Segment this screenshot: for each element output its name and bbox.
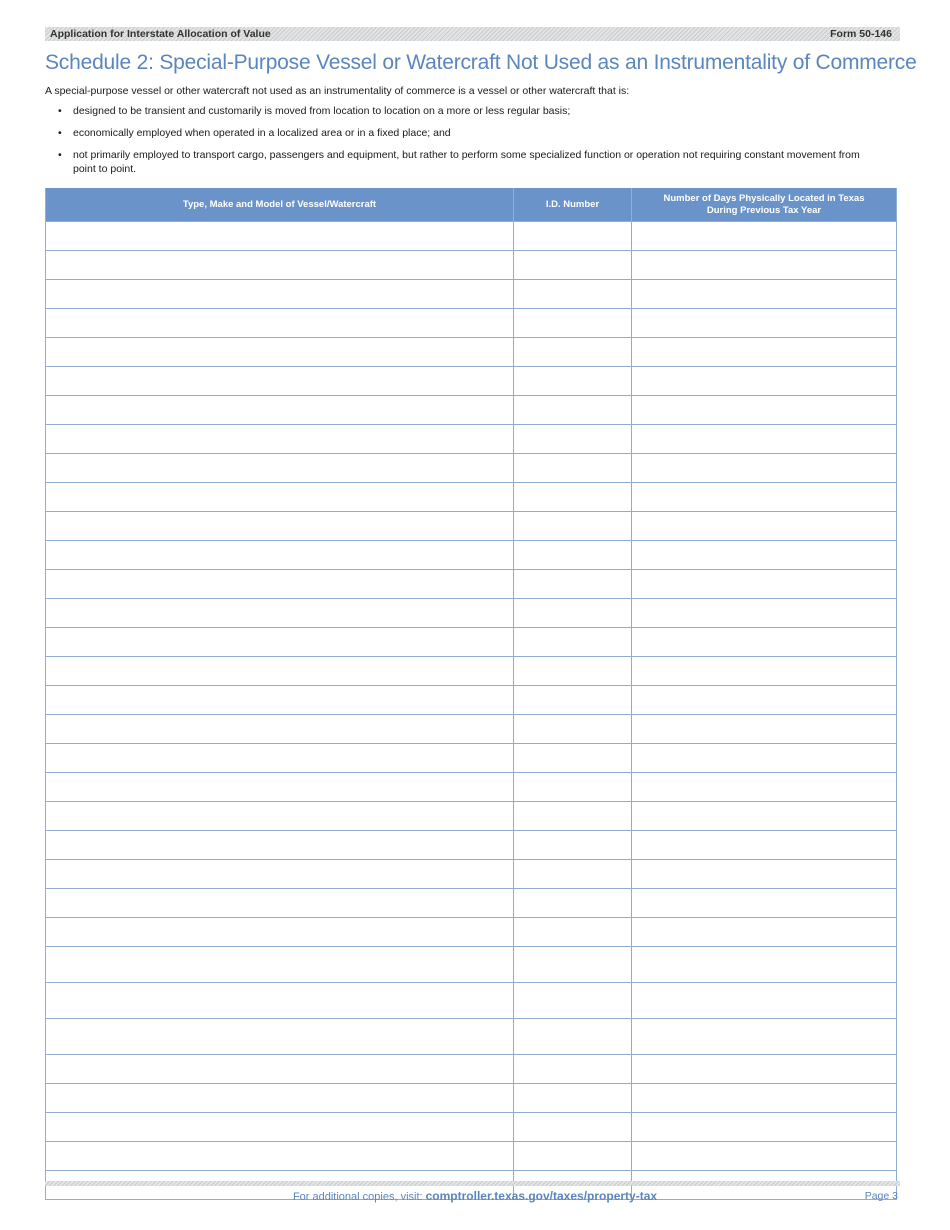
days-in-texas-cell[interactable] xyxy=(632,280,897,309)
vessel-type-cell[interactable] xyxy=(46,338,514,367)
id-number-cell[interactable] xyxy=(514,686,632,715)
vessel-type-cell[interactable] xyxy=(46,1084,514,1113)
id-number-cell[interactable] xyxy=(514,512,632,541)
days-in-texas-cell[interactable] xyxy=(632,802,897,831)
vessel-type-cell[interactable] xyxy=(46,657,514,686)
id-number-cell[interactable] xyxy=(514,338,632,367)
criteria-text: not primarily employed to transport cargo, passengers and equipment, but rather to perform some specialized function or operation not requiring constant movement from point to point. xyxy=(73,149,860,175)
vessel-type-cell[interactable] xyxy=(46,367,514,396)
vessel-type-cell[interactable] xyxy=(46,918,514,947)
footer-prefix: For additional copies, visit: xyxy=(292,1191,426,1203)
table-row xyxy=(46,1084,897,1113)
id-number-cell[interactable] xyxy=(514,744,632,773)
days-in-texas-cell[interactable] xyxy=(632,1055,897,1084)
form-title: Application for Interstate Allocation of Value xyxy=(50,28,271,40)
vessel-type-cell[interactable] xyxy=(46,222,514,251)
table-row xyxy=(46,628,897,657)
column-header-days: Number of Days Physically Located in Texas During Previous Tax Year xyxy=(632,188,897,222)
days-in-texas-cell[interactable] xyxy=(632,570,897,599)
table-row xyxy=(46,396,897,425)
id-number-cell[interactable] xyxy=(514,860,632,889)
bullet-icon: • xyxy=(58,127,62,139)
vessel-type-cell[interactable] xyxy=(46,802,514,831)
table-row xyxy=(46,541,897,570)
criteria-list xyxy=(45,104,885,184)
table-row xyxy=(46,251,897,280)
id-number-cell[interactable] xyxy=(514,251,632,280)
bullet-icon: • xyxy=(58,149,62,161)
vessel-type-cell[interactable] xyxy=(46,773,514,802)
table-row xyxy=(46,947,897,983)
days-in-texas-cell[interactable] xyxy=(632,628,897,657)
id-number-cell[interactable] xyxy=(514,657,632,686)
form-header-bar xyxy=(45,27,900,41)
table-row xyxy=(46,1142,897,1171)
id-number-cell[interactable] xyxy=(514,222,632,251)
footer-bar xyxy=(45,1181,900,1186)
id-number-cell[interactable] xyxy=(514,541,632,570)
criteria-item xyxy=(45,104,885,118)
table-row xyxy=(46,599,897,628)
table-row xyxy=(46,280,897,309)
id-number-cell[interactable] xyxy=(514,1084,632,1113)
table-row xyxy=(46,889,897,918)
table-row xyxy=(46,860,897,889)
vessel-type-cell[interactable] xyxy=(46,983,514,1019)
vessel-type-cell[interactable] xyxy=(46,744,514,773)
vessel-type-cell[interactable] xyxy=(46,628,514,657)
table-header-row xyxy=(46,188,897,222)
footer-copies xyxy=(0,1189,950,1203)
vessel-type-cell[interactable] xyxy=(46,889,514,918)
id-number-cell[interactable] xyxy=(514,396,632,425)
table-row xyxy=(46,1019,897,1055)
table-row xyxy=(46,454,897,483)
id-number-cell[interactable] xyxy=(514,483,632,512)
id-number-cell[interactable] xyxy=(514,947,632,983)
days-in-texas-cell[interactable] xyxy=(632,396,897,425)
id-number-cell[interactable] xyxy=(514,309,632,338)
vessel-type-cell[interactable] xyxy=(46,425,514,454)
id-number-cell[interactable] xyxy=(514,802,632,831)
days-in-texas-cell[interactable] xyxy=(632,1113,897,1142)
table-row xyxy=(46,512,897,541)
vessel-type-cell[interactable] xyxy=(46,715,514,744)
table-row xyxy=(46,338,897,367)
days-in-texas-cell[interactable] xyxy=(632,454,897,483)
table-row xyxy=(46,483,897,512)
table-row xyxy=(46,657,897,686)
days-in-texas-cell[interactable] xyxy=(632,860,897,889)
table-row xyxy=(46,802,897,831)
table-row xyxy=(46,831,897,860)
table-row xyxy=(46,570,897,599)
id-number-cell[interactable] xyxy=(514,570,632,599)
days-in-texas-cell[interactable] xyxy=(632,686,897,715)
page-number: Page 3 xyxy=(864,1190,898,1202)
id-number-cell[interactable] xyxy=(514,599,632,628)
id-number-cell[interactable] xyxy=(514,715,632,744)
vessel-type-cell[interactable] xyxy=(46,1019,514,1055)
table-row xyxy=(46,918,897,947)
days-in-texas-cell[interactable] xyxy=(632,918,897,947)
criteria-text: economically employed when operated in a localized area or in a fixed place; and xyxy=(73,127,451,139)
id-number-cell[interactable] xyxy=(514,367,632,396)
form-number: Form 50-146 xyxy=(830,28,892,40)
vessel-type-cell[interactable] xyxy=(46,309,514,338)
days-in-texas-cell[interactable] xyxy=(632,425,897,454)
vessel-type-cell[interactable] xyxy=(46,483,514,512)
id-number-cell[interactable] xyxy=(514,1019,632,1055)
table-row xyxy=(46,222,897,251)
table-row xyxy=(46,309,897,338)
days-in-texas-cell[interactable] xyxy=(632,1019,897,1055)
table-row xyxy=(46,773,897,802)
days-in-texas-cell[interactable] xyxy=(632,983,897,1019)
id-number-cell[interactable] xyxy=(514,889,632,918)
schedule-intro: A special-purpose vessel or other watercraft not used as an instrumentality of commerce is a vessel or other watercraft that is: xyxy=(45,85,630,97)
days-in-texas-cell[interactable] xyxy=(632,773,897,802)
id-number-cell[interactable] xyxy=(514,1113,632,1142)
days-in-texas-cell[interactable] xyxy=(632,889,897,918)
days-in-texas-cell[interactable] xyxy=(632,512,897,541)
column-header-id: I.D. Number xyxy=(514,188,632,222)
days-in-texas-cell[interactable] xyxy=(632,338,897,367)
vessel-table xyxy=(45,188,897,1200)
id-number-cell[interactable] xyxy=(514,454,632,483)
days-in-texas-cell[interactable] xyxy=(632,1142,897,1171)
days-in-texas-cell[interactable] xyxy=(632,715,897,744)
table-row xyxy=(46,744,897,773)
vessel-type-cell[interactable] xyxy=(46,541,514,570)
table-row xyxy=(46,367,897,396)
table-row xyxy=(46,715,897,744)
vessel-type-cell[interactable] xyxy=(46,599,514,628)
table-row xyxy=(46,983,897,1019)
vessel-type-cell[interactable] xyxy=(46,512,514,541)
vessel-type-cell[interactable] xyxy=(46,860,514,889)
id-number-cell[interactable] xyxy=(514,1055,632,1084)
criteria-item xyxy=(45,126,885,140)
bullet-icon: • xyxy=(58,105,62,117)
id-number-cell[interactable] xyxy=(514,773,632,802)
days-in-texas-cell[interactable] xyxy=(632,947,897,983)
vessel-type-cell[interactable] xyxy=(46,1113,514,1142)
table-row xyxy=(46,1113,897,1142)
footer-url-link[interactable]: comptroller.texas.gov/taxes/property-tax xyxy=(425,1189,658,1203)
table-row xyxy=(46,686,897,715)
days-in-texas-cell[interactable] xyxy=(632,309,897,338)
criteria-item xyxy=(45,148,885,176)
id-number-cell[interactable] xyxy=(514,831,632,860)
days-in-texas-cell[interactable] xyxy=(632,1084,897,1113)
vessel-type-cell[interactable] xyxy=(46,280,514,309)
column-header-type: Type, Make and Model of Vessel/Watercraft xyxy=(46,188,514,222)
schedule-title: Schedule 2: Special-Purpose Vessel or Watercraft Not Used as an Instrumentality of Commerce xyxy=(45,51,917,74)
days-in-texas-cell[interactable] xyxy=(632,483,897,512)
table-row xyxy=(46,1055,897,1084)
days-in-texas-cell[interactable] xyxy=(632,367,897,396)
vessel-type-cell[interactable] xyxy=(46,570,514,599)
id-number-cell[interactable] xyxy=(514,1142,632,1171)
id-number-cell[interactable] xyxy=(514,918,632,947)
vessel-type-cell[interactable] xyxy=(46,251,514,280)
days-in-texas-cell[interactable] xyxy=(632,222,897,251)
days-in-texas-cell[interactable] xyxy=(632,599,897,628)
id-number-cell[interactable] xyxy=(514,983,632,1019)
vessel-type-cell[interactable] xyxy=(46,454,514,483)
id-number-cell[interactable] xyxy=(514,425,632,454)
vessel-type-cell[interactable] xyxy=(46,1055,514,1084)
vessel-type-cell[interactable] xyxy=(46,396,514,425)
days-in-texas-cell[interactable] xyxy=(632,541,897,570)
id-number-cell[interactable] xyxy=(514,280,632,309)
days-in-texas-cell[interactable] xyxy=(632,831,897,860)
vessel-type-cell[interactable] xyxy=(46,1142,514,1171)
id-number-cell[interactable] xyxy=(514,628,632,657)
vessel-type-cell[interactable] xyxy=(46,686,514,715)
days-in-texas-cell[interactable] xyxy=(632,657,897,686)
table-row xyxy=(46,425,897,454)
days-in-texas-cell[interactable] xyxy=(632,251,897,280)
vessel-type-cell[interactable] xyxy=(46,947,514,983)
criteria-text: designed to be transient and customarily is moved from location to location on a more or less regular basis; xyxy=(73,105,571,117)
vessel-type-cell[interactable] xyxy=(46,831,514,860)
days-in-texas-cell[interactable] xyxy=(632,744,897,773)
